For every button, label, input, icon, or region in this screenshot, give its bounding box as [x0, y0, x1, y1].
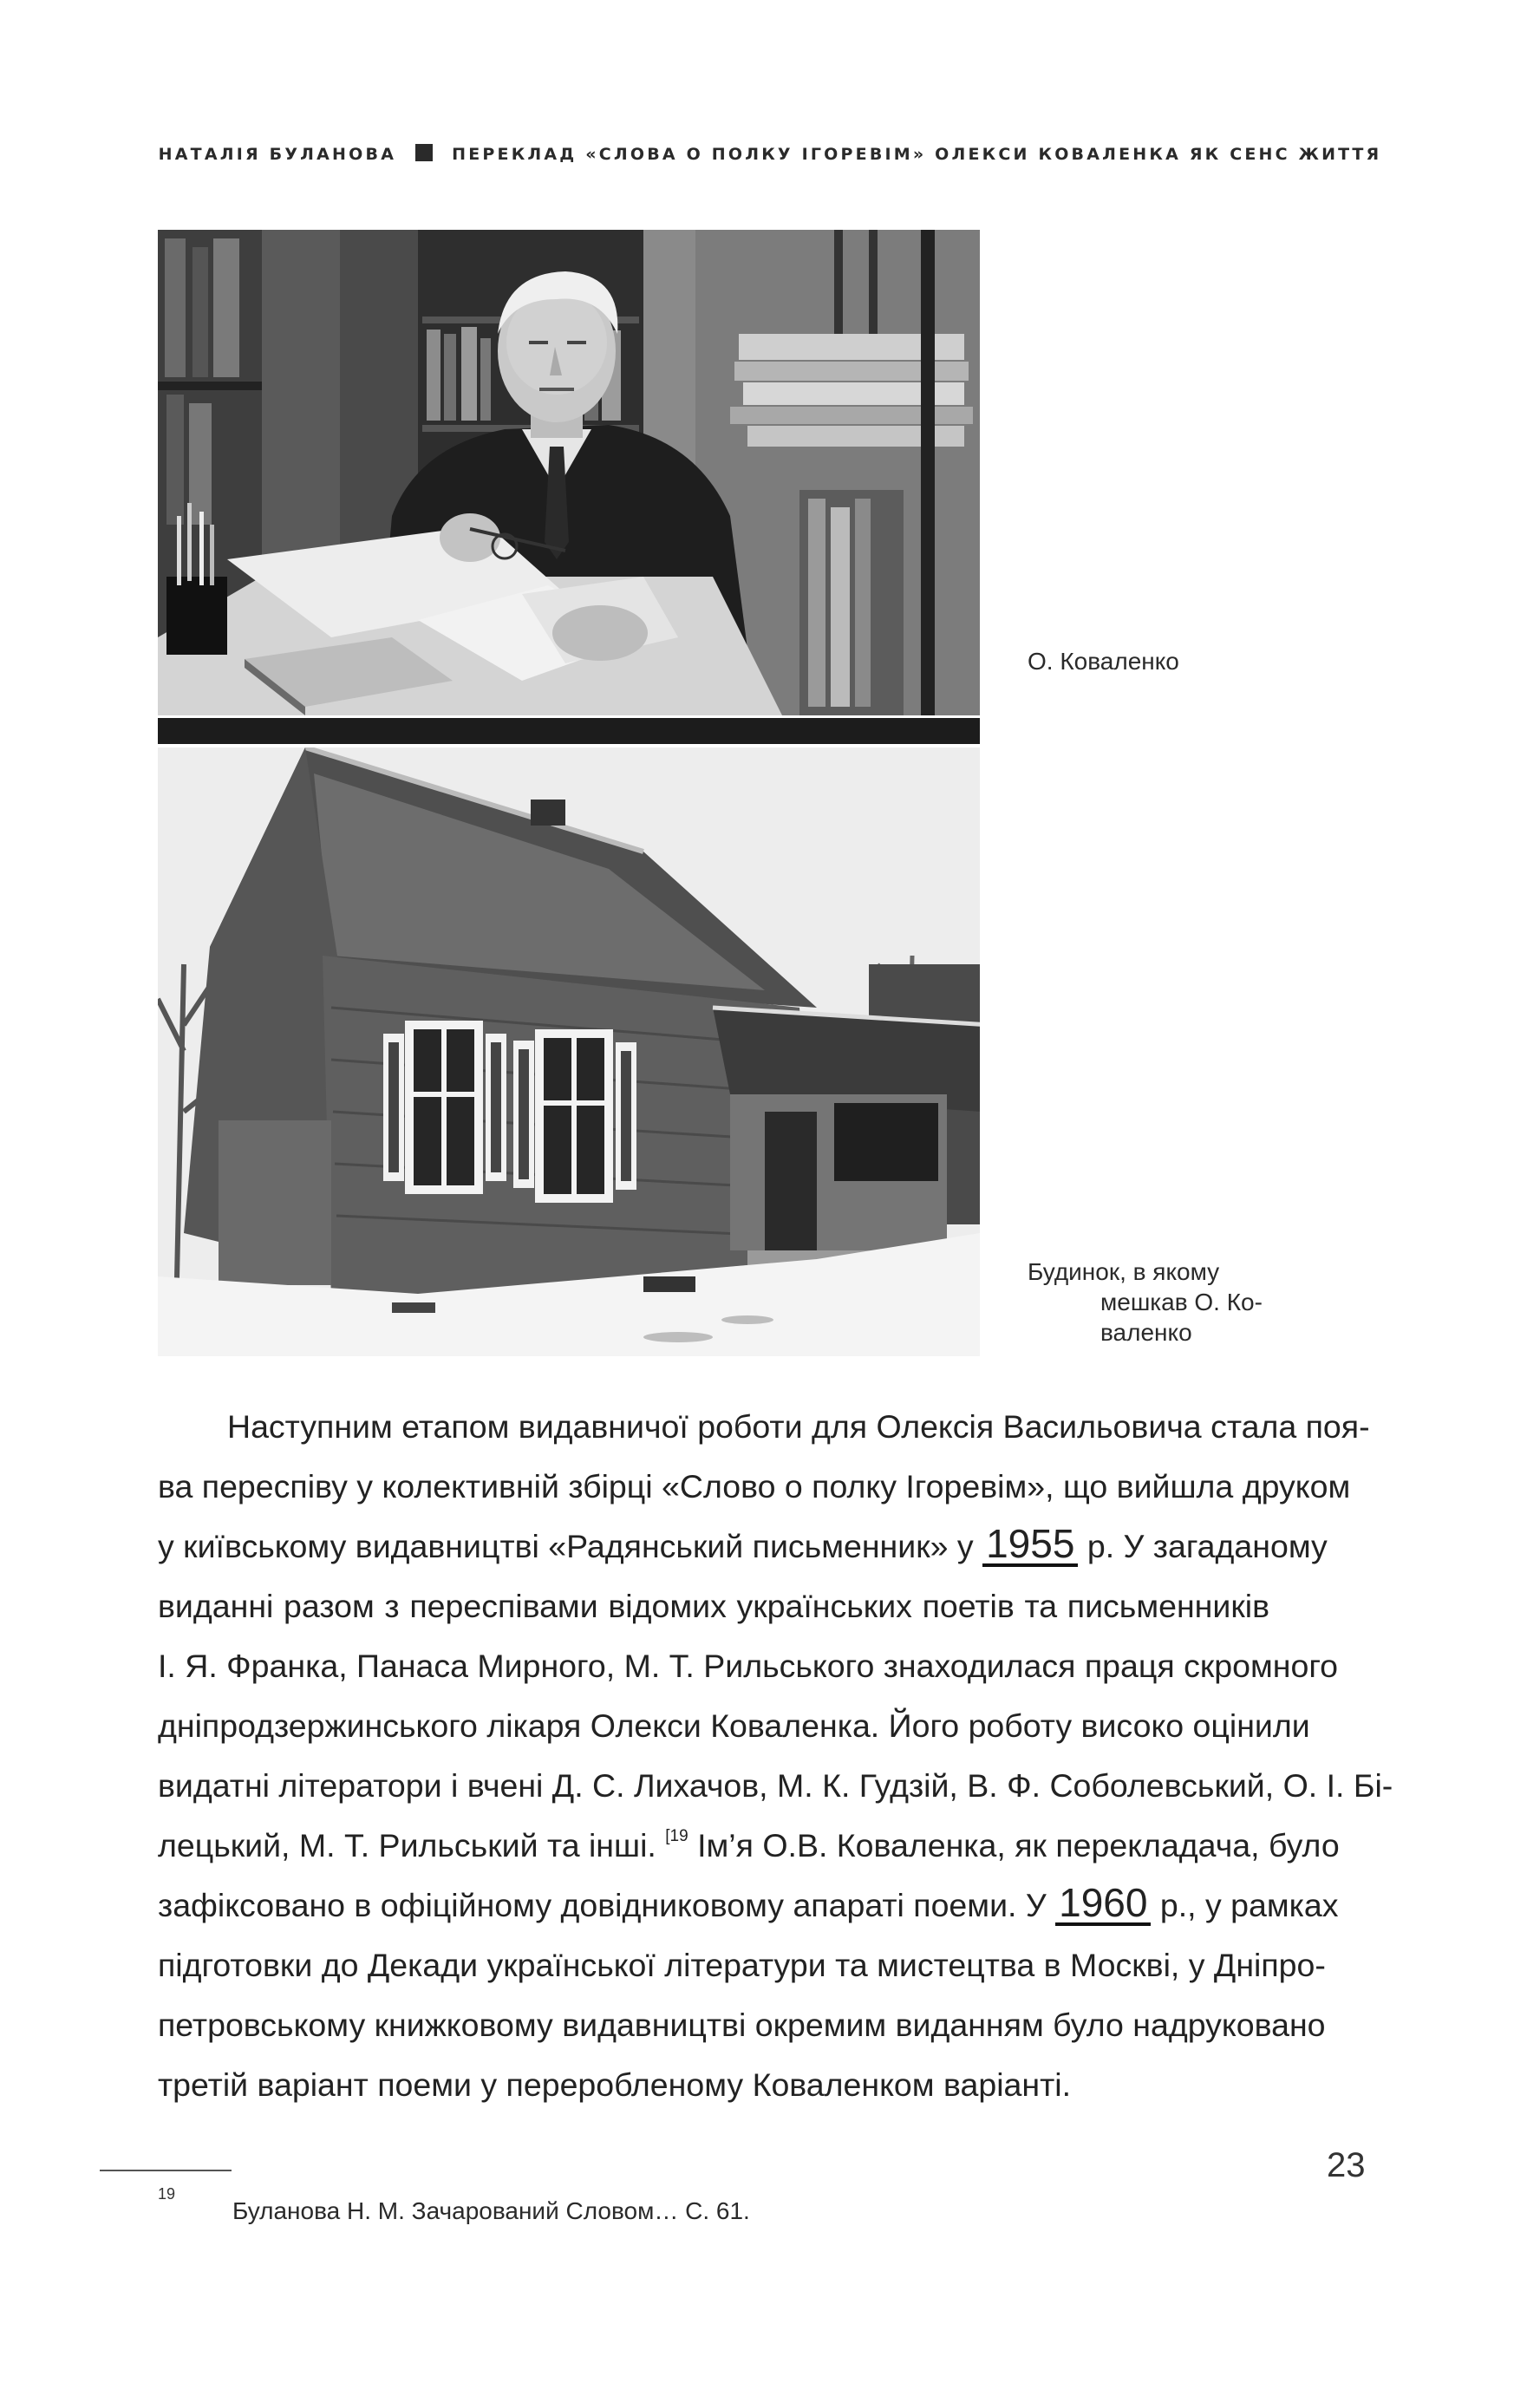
house-photo: [158, 747, 980, 1356]
footnote-number: 19: [158, 2185, 176, 2203]
house-caption-line: валенко: [1100, 1319, 1192, 1346]
body-line: І. Я. Франка, Панаса Мирного, М. Т. Рильського знаходилася праця скромного: [158, 1648, 1339, 1684]
body-text-span: р. У загаданому: [1078, 1528, 1328, 1564]
portrait-photo-border-bar: [158, 718, 980, 744]
body-line: підготовки до Декади української літератури та мистецтва в Москві, у Дніпро-: [158, 1947, 1326, 1983]
body-line: третій варіант поеми у переробленому Коваленком варіанті.: [158, 2066, 1072, 2103]
highlighted-year: 1960: [1055, 1883, 1151, 1926]
body-text-span: зафіксовано в офіційному довідниковому апараті поеми. У: [158, 1887, 1056, 1923]
body-line: петровському книжковому видавництві окремим виданням було надруковано: [158, 2007, 1326, 2043]
body-text-span: лецький, М. Т. Рильський та інші.: [158, 1827, 666, 1864]
body-line: [158, 1517, 1328, 1576]
body-line: дніпродзержинського лікаря Олекси Коваленка. Його роботу високо оцінили: [158, 1707, 1310, 1744]
body-line: [158, 1876, 1339, 1935]
body-line: [158, 1816, 1340, 1876]
body-paragraph: [158, 1397, 1393, 2115]
page-number: 23: [1327, 2146, 1366, 2184]
header-author: НАТАЛІЯ БУЛАНОВА: [158, 145, 397, 164]
body-text-span: Ім’я О.В. Коваленка, як перекладача, було: [688, 1827, 1340, 1864]
footnote-divider: [100, 2170, 232, 2171]
running-header: [0, 144, 1540, 164]
body-text-span: у київському видавництві «Радянський письменник» у: [158, 1528, 983, 1564]
footnote-text: Буланова Н. М. Зачарований Словом… С. 61.: [232, 2197, 750, 2224]
header-title: ПЕРЕКЛАД «СЛОВА О ПОЛКУ ІГОРЕВІМ» ОЛЕКСИ КОВАЛЕНКА ЯК СЕНС ЖИТТЯ: [452, 145, 1382, 164]
body-text-span: р., у рамках: [1151, 1887, 1339, 1923]
body-line: Наступним етапом видавничої роботи для Олексія Васильовича стала поя-: [227, 1408, 1370, 1445]
body-line: видатні літератори і вчені Д. С. Лихачов, М. К. Гудзій, В. Ф. Соболевський, О. І. Бі-: [158, 1767, 1393, 1804]
highlighted-year: 1955: [982, 1524, 1078, 1567]
portrait-caption: О. Коваленко: [1028, 648, 1179, 675]
portrait-photo: [158, 230, 980, 715]
header-separator-square: [415, 144, 433, 161]
house-caption-line: Будинок, в якому: [1028, 1258, 1220, 1285]
house-caption-line: мешкав О. Ко-: [1100, 1289, 1263, 1315]
body-line: виданні разом з переспівами відомих українських поетів та письменників: [158, 1588, 1269, 1624]
body-line: ва переспіву у колективній збірці «Слово о полку Ігоревім», що вийшла друком: [158, 1468, 1351, 1505]
footnote-reference[interactable]: [19: [665, 1827, 688, 1845]
